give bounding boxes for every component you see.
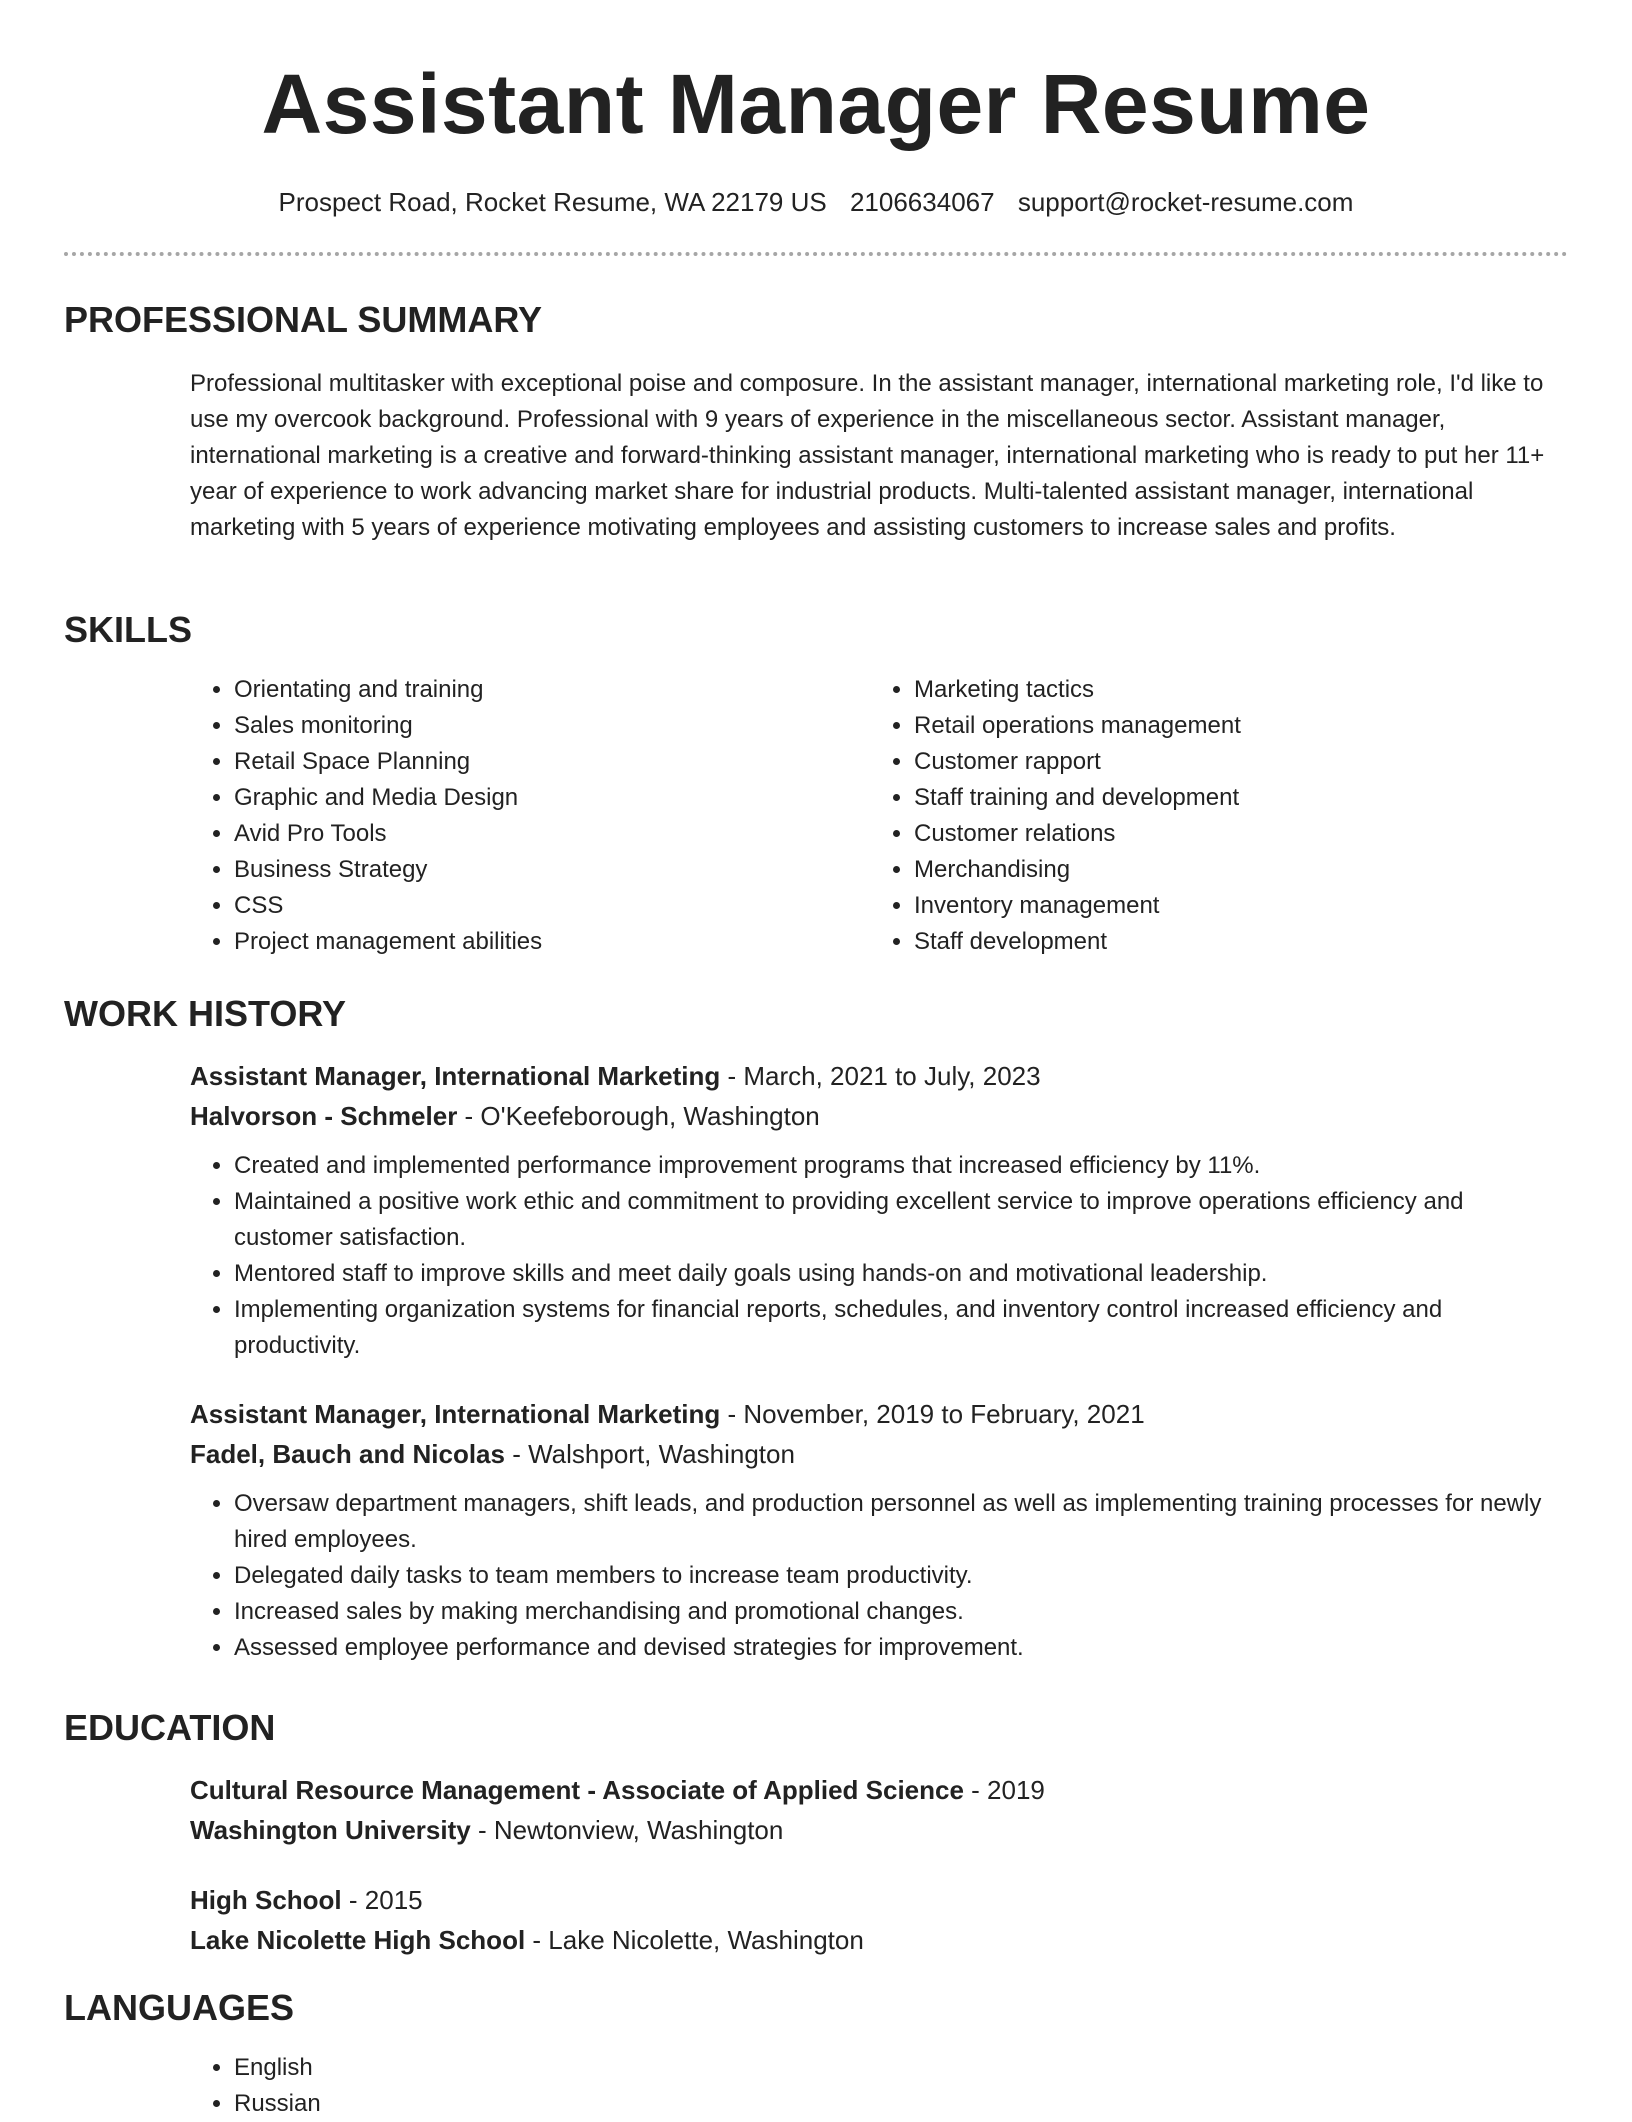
skills-list-left	[190, 672, 870, 960]
resume-title: Assistant Manager Resume	[261, 57, 1371, 151]
languages-list	[190, 2050, 1568, 2122]
degree-name: Cultural Resource Management - Associate of Applied Science	[190, 1775, 964, 1805]
language-item: • English	[234, 2050, 1568, 2086]
section-heading-skills: SKILLS	[64, 609, 193, 650]
skill-item: • Avid Pro Tools	[234, 816, 870, 852]
contact-line	[64, 184, 1568, 220]
work-history-section	[64, 992, 1568, 1666]
skill-item: • CSS	[234, 888, 870, 924]
degree-line	[190, 1880, 1568, 1920]
skill-item: • Project management abilities	[234, 924, 870, 960]
summary-text: Professional multitasker with exceptional poise and composure. In the assistant manager, international marketing role, I'd like to use my overcook background. Professional with 9 years of experience in the miscellaneous sector. Assistant manager, international marketing is a creative and forward-thinking assistant manager, international marketing who is ready to put her 11+ year of experience to work advancing market share for industrial products. Multi-talented assistant manager, international marketing with 5 years of experience motivating employees and assisting customers to increase sales and profits.	[190, 370, 1545, 541]
degree-name: High School	[190, 1885, 342, 1915]
school-line	[190, 1920, 1568, 1960]
job-entry	[190, 1394, 1568, 1666]
header-divider	[64, 252, 1568, 256]
skill-item: • Customer relations	[914, 816, 1550, 852]
skill-item: • Retail Space Planning	[234, 744, 870, 780]
job-bullet: • Maintained a positive work ethic and commitment to providing excellent service to improve operations efficiency and customer satisfaction.	[234, 1184, 1568, 1256]
job-dates: - March, 2021 to July, 2023	[720, 1061, 1041, 1091]
skills-list-right	[870, 672, 1550, 960]
skill-item: • Staff training and development	[914, 780, 1550, 816]
languages-section	[64, 1986, 1568, 2122]
education-entry	[190, 1880, 1568, 1960]
section-heading-education: EDUCATION	[64, 1707, 276, 1748]
degree-year: - 2019	[963, 1775, 1045, 1805]
skill-item: • Graphic and Media Design	[234, 780, 870, 816]
job-bullet: • Mentored staff to improve skills and meet daily goals using hands-on and motivational leadership.	[234, 1256, 1568, 1292]
section-heading-summary: PROFESSIONAL SUMMARY	[64, 299, 543, 340]
degree-year: - 2015	[341, 1885, 423, 1915]
section-heading-languages: LANGUAGES	[64, 1987, 295, 2028]
education-section	[64, 1706, 1568, 1960]
skills-column-right	[870, 672, 1550, 960]
job-title: Assistant Manager, International Marketing	[190, 1399, 721, 1429]
skill-item: • Sales monitoring	[234, 708, 870, 744]
section-heading-work: WORK HISTORY	[64, 993, 347, 1034]
job-bullet: • Created and implemented performance improvement programs that increased efficiency by 11%.	[234, 1148, 1568, 1184]
job-bullets	[190, 1486, 1568, 1666]
job-entry	[190, 1056, 1568, 1364]
job-location: - O'Keefeborough, Washington	[457, 1101, 820, 1131]
job-bullet: • Assessed employee performance and devised strategies for improvement.	[234, 1630, 1568, 1666]
professional-summary-section	[64, 298, 1568, 546]
job-location: - Walshport, Washington	[504, 1439, 795, 1469]
job-title-line	[190, 1394, 1568, 1434]
skills-columns	[190, 672, 1568, 960]
school-name: Washington University	[190, 1815, 471, 1845]
job-company: Halvorson - Schmeler	[190, 1101, 458, 1131]
language-item: • Russian	[234, 2086, 1568, 2122]
skill-item: • Customer rapport	[914, 744, 1550, 780]
education-entry	[190, 1770, 1568, 1850]
job-bullet: • Increased sales by making merchandising and promotional changes.	[234, 1594, 1568, 1630]
job-company-line	[190, 1434, 1568, 1474]
skill-item: • Marketing tactics	[914, 672, 1550, 708]
skill-item: • Staff development	[914, 924, 1550, 960]
resume-page	[64, 0, 1568, 2117]
school-location: - Lake Nicolette, Washington	[525, 1925, 864, 1955]
contact-email: support@rocket-resume.com	[1017, 187, 1354, 217]
job-dates: - November, 2019 to February, 2021	[720, 1399, 1145, 1429]
skill-item: • Orientating and training	[234, 672, 870, 708]
skills-section	[64, 608, 1568, 960]
skill-item: • Inventory management	[914, 888, 1550, 924]
school-name: Lake Nicolette High School	[190, 1925, 526, 1955]
job-bullet: • Implementing organization systems for financial reports, schedules, and inventory control increased efficiency and productivity.	[234, 1292, 1568, 1364]
school-line	[190, 1810, 1568, 1850]
job-bullets	[190, 1148, 1568, 1364]
job-title-line	[190, 1056, 1568, 1096]
degree-line	[190, 1770, 1568, 1810]
skills-column-left	[190, 672, 870, 960]
job-company: Fadel, Bauch and Nicolas	[190, 1439, 505, 1469]
contact-address: Prospect Road, Rocket Resume, WA 22179 US	[278, 187, 827, 217]
school-location: - Newtonview, Washington	[470, 1815, 784, 1845]
skill-item: • Merchandising	[914, 852, 1550, 888]
job-title: Assistant Manager, International Marketing	[190, 1061, 721, 1091]
job-bullet: • Delegated daily tasks to team members to increase team productivity.	[234, 1558, 1568, 1594]
contact-phone: 2106634067	[849, 187, 995, 217]
skill-item: • Retail operations management	[914, 708, 1550, 744]
job-company-line	[190, 1096, 1568, 1136]
job-bullet: • Oversaw department managers, shift leads, and production personnel as well as implementing training processes for newly hired employees.	[234, 1486, 1568, 1558]
skill-item: • Business Strategy	[234, 852, 870, 888]
